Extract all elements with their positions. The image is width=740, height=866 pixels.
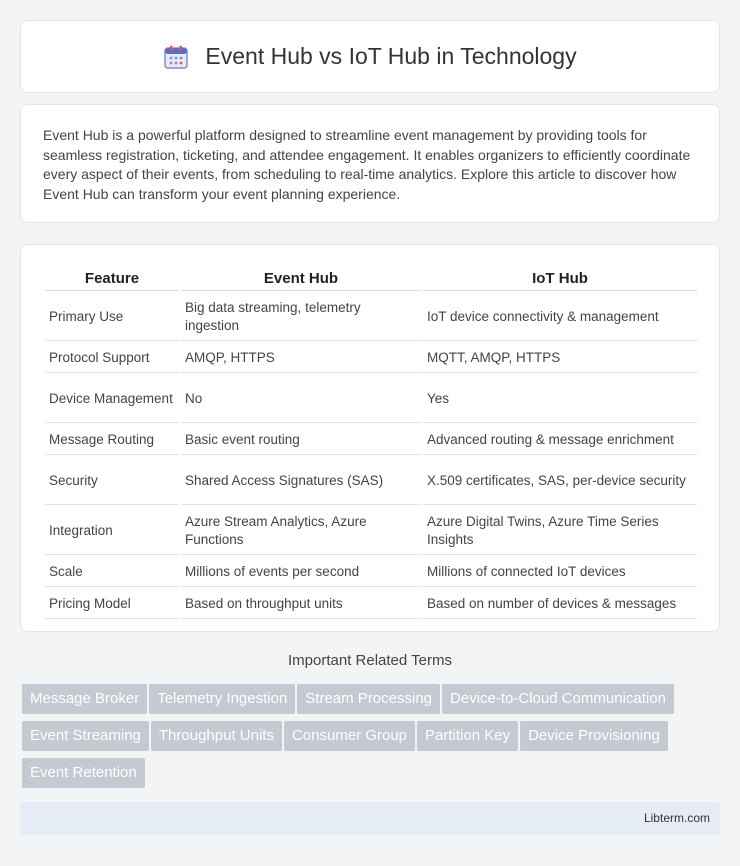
related-term-tag[interactable]: Event Streaming xyxy=(22,721,149,751)
table-row xyxy=(45,293,697,341)
table-row xyxy=(45,375,697,423)
table-row xyxy=(45,457,697,505)
page-title: Event Hub vs IoT Hub in Technology xyxy=(205,43,577,69)
related-terms-title: Important Related Terms xyxy=(288,652,452,669)
feature-cell: Integration xyxy=(45,507,179,555)
event-hub-cell: Big data streaming, telemetry ingestion xyxy=(181,293,421,341)
related-term-tag[interactable]: Event Retention xyxy=(22,758,145,788)
feature-cell: Pricing Model xyxy=(45,589,179,619)
related-term-tag[interactable]: Device Provisioning xyxy=(520,721,668,751)
event-hub-cell: No xyxy=(181,375,421,423)
feature-cell: Message Routing xyxy=(45,425,179,455)
intro-text: Event Hub is a powerful platform designed to streamline event management by providing tools for seamless registration, ticketing, and attendee engagement. It enables organizers to efficiently coordinate every aspect of their events, from scheduling to real-time analytics. Explore this article to discover how Event Hub can transform your event planning experience. xyxy=(43,127,691,202)
related-term-tag[interactable]: Throughput Units xyxy=(151,721,282,751)
table-row xyxy=(45,589,697,619)
calendar-icon xyxy=(163,44,189,70)
event-hub-cell: Millions of events per second xyxy=(181,557,421,587)
table-row xyxy=(45,557,697,587)
header-feature: Feature xyxy=(45,267,179,291)
feature-cell: Device Management xyxy=(45,375,179,423)
related-term-tag[interactable]: Partition Key xyxy=(417,721,518,751)
footer-link[interactable]: Libterm.com xyxy=(643,811,710,825)
table-row xyxy=(45,343,697,373)
related-term-tag[interactable]: Stream Processing xyxy=(297,684,440,714)
footer xyxy=(20,802,720,835)
iot-hub-cell: Yes xyxy=(423,375,697,423)
related-term-tag[interactable]: Device-to-Cloud Communication xyxy=(442,684,674,714)
table-row xyxy=(45,425,697,455)
event-hub-cell: Shared Access Signatures (SAS) xyxy=(181,457,421,505)
iot-hub-cell: Azure Digital Twins, Azure Time Series Insights xyxy=(423,507,697,555)
related-term-tag[interactable]: Message Broker xyxy=(22,684,147,714)
iot-hub-cell: Based on number of devices & messages xyxy=(423,589,697,619)
iot-hub-cell: MQTT, AMQP, HTTPS xyxy=(423,343,697,373)
event-hub-cell: Azure Stream Analytics, Azure Functions xyxy=(181,507,421,555)
header-iot-hub: IoT Hub xyxy=(423,267,697,291)
table-row xyxy=(45,507,697,555)
iot-hub-cell: Millions of connected IoT devices xyxy=(423,557,697,587)
event-hub-cell: Based on throughput units xyxy=(181,589,421,619)
header-event-hub: Event Hub xyxy=(181,267,421,291)
iot-hub-cell: Advanced routing & message enrichment xyxy=(423,425,697,455)
feature-cell: Protocol Support xyxy=(45,343,179,373)
feature-cell: Scale xyxy=(45,557,179,587)
event-hub-cell: Basic event routing xyxy=(181,425,421,455)
event-hub-cell: AMQP, HTTPS xyxy=(181,343,421,373)
comparison-card xyxy=(20,244,720,632)
iot-hub-cell: IoT device connectivity & management xyxy=(423,293,697,341)
iot-hub-cell: X.509 certificates, SAS, per-device security xyxy=(423,457,697,505)
title-card xyxy=(20,20,720,93)
intro-card xyxy=(20,104,720,223)
feature-cell: Primary Use xyxy=(45,293,179,341)
comparison-table xyxy=(43,265,699,621)
table-header-row xyxy=(45,267,697,291)
related-terms-list xyxy=(22,684,722,795)
feature-cell: Security xyxy=(45,457,179,505)
related-term-tag[interactable]: Consumer Group xyxy=(284,721,415,751)
related-term-tag[interactable]: Telemetry Ingestion xyxy=(149,684,295,714)
